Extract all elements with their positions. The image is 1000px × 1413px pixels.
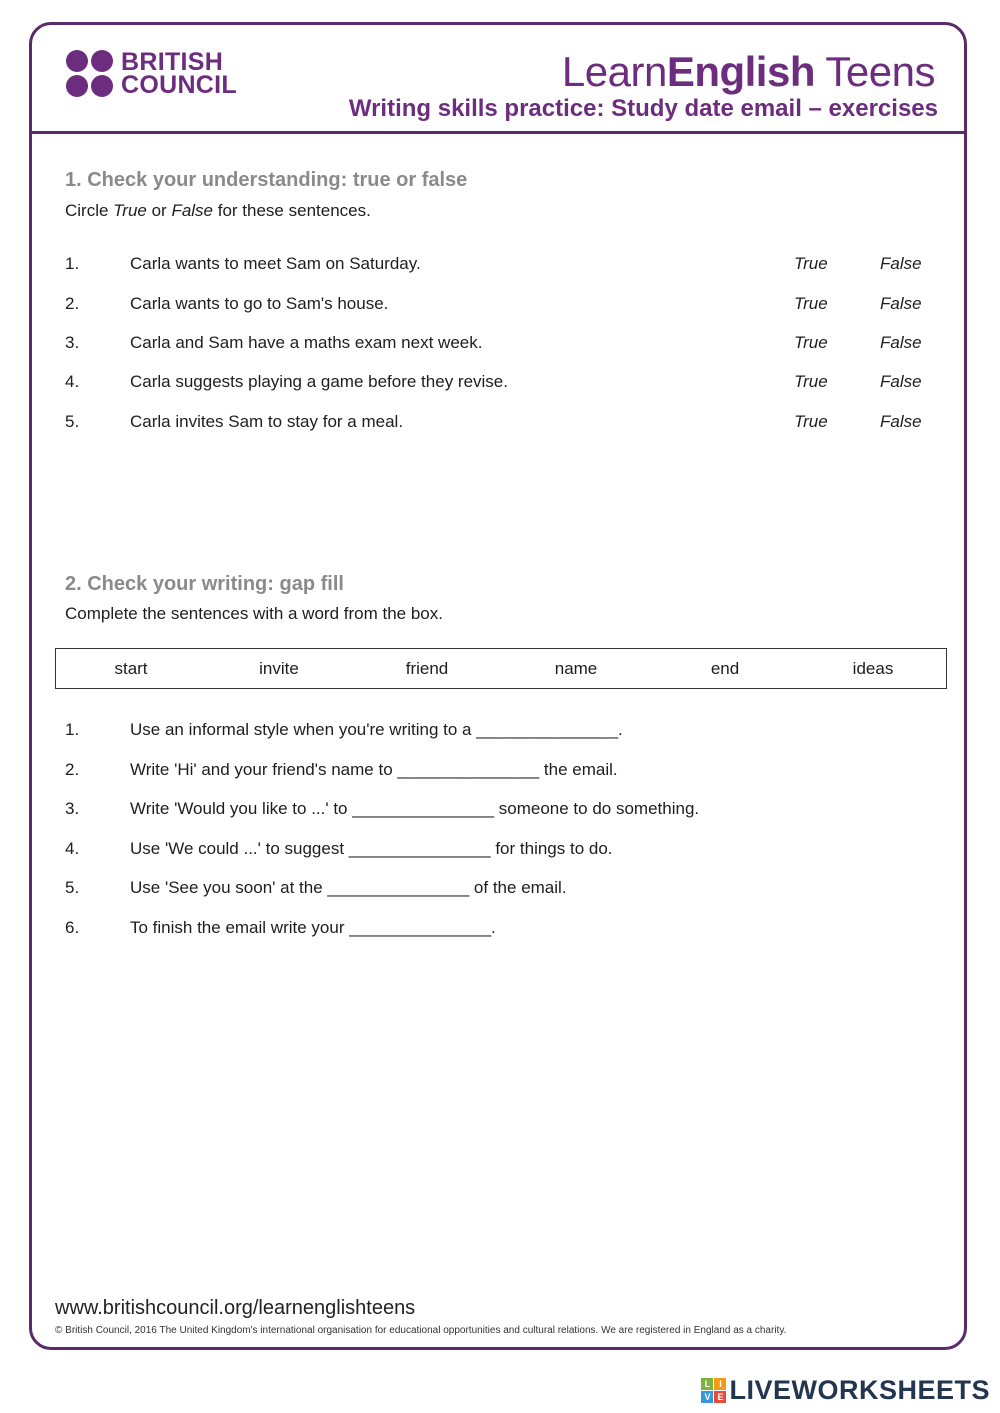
liveworksheets-icon-square: L [701,1378,713,1390]
gap-item-text[interactable]: Use an informal style when you're writing to a _______________. [130,720,623,739]
footer-copyright: © British Council, 2016 The United Kingdom's international organisation for educational opportunities and cultural relations. We are registered in England as a charity. [55,1325,787,1336]
logo-line2: COUNCIL [121,70,237,99]
tf-item [65,412,945,436]
tf-item [65,254,945,278]
gap-item-number: 1. [65,720,80,739]
word-box-word: start [114,659,148,678]
gap-item-number: 4. [65,839,80,858]
tf-item [65,372,945,396]
section1-title: 1. Check your understanding: true or false [65,169,468,191]
false-option[interactable]: False [880,372,922,391]
gap-item-number: 6. [65,918,80,937]
section1-instruction: Circle True or False for these sentences. [65,201,371,220]
gap-item-number: 3. [65,799,80,818]
false-option[interactable]: False [880,254,922,273]
tf-item [65,333,945,357]
gap-fill-item [65,918,945,942]
sheet-title: Writing skills practice: Study date email – exercises [348,95,938,122]
liveworksheets-icon-square: V [701,1391,713,1403]
true-option[interactable]: True [794,254,828,273]
british-council-logo [66,47,237,99]
gap-item-text[interactable]: Write 'Would you like to ...' to _______________ someone to do something. [130,799,700,818]
tf-item-text: Carla suggests playing a game before they revise. [130,372,508,391]
header-divider [29,131,967,134]
false-option[interactable]: False [880,333,922,352]
true-option[interactable]: True [794,412,828,431]
footer-url: www.britishcouncil.org/learnenglishteens [55,1297,416,1319]
gap-fill-item [65,760,945,784]
gap-fill-item [65,720,945,744]
gap-item-number: 5. [65,878,80,897]
section2-title: 2. Check your writing: gap fill [65,573,344,595]
logo-line1: BRITISH [121,47,224,76]
tf-item-number: 1. [65,254,80,273]
liveworksheets-icon-square: I [714,1378,726,1390]
true-option[interactable]: True [794,333,828,352]
word-box-word: ideas [852,659,894,678]
word-box [55,648,947,689]
gap-item-text[interactable]: Use 'See you soon' at the _______________ of the email. [130,878,567,897]
tf-item [65,294,945,318]
learnenglish-teens-brand: LearnEnglish Teens [561,48,935,95]
gap-item-text[interactable]: To finish the email write your _______________. [130,918,496,937]
liveworksheets-icon-square: E [714,1391,726,1403]
tf-item-text: Carla and Sam have a maths exam next week. [130,333,483,352]
true-option[interactable]: True [794,372,828,391]
word-box-word: name [554,659,598,678]
word-box-word: invite [259,659,299,678]
liveworksheets-watermark [701,1375,990,1406]
section2-instruction: Complete the sentences with a word from the box. [65,604,443,623]
false-option[interactable]: False [880,294,922,313]
true-option[interactable]: True [794,294,828,313]
logo-dots-icon [66,50,113,97]
tf-item-text: Carla invites Sam to stay for a meal. [130,412,404,431]
liveworksheets-icon [701,1378,726,1403]
gap-fill-item [65,878,945,902]
liveworksheets-text: LIVEWORKSHEETS [729,1375,990,1405]
tf-item-number: 4. [65,372,80,391]
tf-item-number: 2. [65,294,80,313]
tf-item-text: Carla wants to meet Sam on Saturday. [130,254,421,273]
tf-item-number: 5. [65,412,80,431]
tf-item-number: 3. [65,333,80,352]
gap-fill-item [65,799,945,823]
false-option[interactable]: False [880,412,922,431]
gap-fill-item [65,839,945,863]
gap-item-text[interactable]: Write 'Hi' and your friend's name to _______________ the email. [130,760,618,779]
word-box-word: end [710,659,740,678]
word-box-word: friend [405,659,449,678]
gap-item-number: 2. [65,760,80,779]
gap-item-text[interactable]: Use 'We could ...' to suggest _______________ for things to do. [130,839,613,858]
tf-item-text: Carla wants to go to Sam's house. [130,294,389,313]
